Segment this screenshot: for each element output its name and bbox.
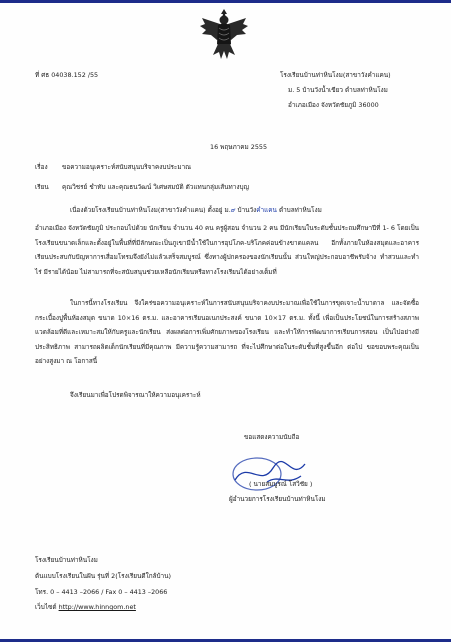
signature-stamp-icon: [227, 452, 327, 496]
address-line-2: อำเภอเมือง จังหวัดชัยภูมิ 36000: [288, 101, 379, 109]
closing-request: จึงเรียนมาเพื่อโปรดพิจารณาให้ความอนุเคราะห์: [70, 391, 201, 399]
closing-phrase: ขอแสดงความนับถือ: [244, 433, 300, 441]
school-name: โรงเรียนบ้านท่าหินโงม(สาขาวังคำแคน): [280, 71, 391, 79]
paragraph-1-first-line: [70, 206, 322, 215]
footer-website-label: เว็บไซต์: [35, 603, 57, 611]
subject-text: ขอความอนุเคราะห์สนับสนุนบริจาคงบประมาณ: [62, 163, 192, 171]
signatory-name: ( นายสมบูรณ์ โสวิชัย ): [249, 480, 313, 488]
footer-project: ต้นแบบโรงเรียนในฝัน รุ่นที่ 2(โรงเรียนดีใกล้บ้าน): [35, 572, 171, 580]
top-border: [0, 0, 451, 3]
website-link[interactable]: http://www.hinngom.net: [58, 603, 136, 611]
p1-part-c: ตำบลท่าหินโงม: [276, 206, 322, 214]
signatory-position: ผู้อำนวยการโรงเรียนบ้านท่าหินโงม: [229, 495, 326, 503]
footer-website: [35, 603, 136, 612]
address-line-1: ม. 5 บ้านวังน้ำเขียว ตำบลท่าหินโงม: [288, 86, 388, 94]
paragraph-1-body: อำเภอเมือง จังหวัดชัยภูมิ ประกอบไปด้วย นักเรียน จำนวน 40 คน ครูผู้สอน จำนวน 2 คน มีนักเรียนในระดับชั้นประถมศึกษาปีที่ 1- 6 โดยเป็นโรงเรียนขนาดเล็กและตั้งอยู่ในพื้นที่ที่มีลักษณะเป็นภูเขามีน้ำใช้ในการอุปโภค-บริโภคค่อนข้างขาดแคลน อีกทั้งภายในห้องสมุดและอาคารเรียนประสบกับปัญหาการเสื่อมโทรมจึงยังไม่แล้วเสร็จสมบูรณ์ ซึ่งทางผู้ปกครองของนักเรียนนั้น ส่วนใหญ่ประกอบอาชีพรับจ้าง ทำสวนและทำไร่ มีรายได้น้อย ไม่สามารถที่จะสนับสนุนช่วยเหลือนักเรียนหรือทางโรงเรียนได้อย่างเต็มที่: [35, 224, 419, 276]
handwritten-village-number: ๙: [230, 206, 236, 214]
salutation-text: คุณวิชรย์ ชำทับ และคุณธนวัฒน์ วิเศษสมบัติ ตัวแทนกลุ่มเส้นทางบุญ: [62, 183, 249, 191]
handwritten-village-name: คำแคน: [256, 206, 277, 214]
body-paragraph-2: ในการนี้ทางโรงเรียน จึงใคร่ขอความอนุเคราะห์ในการสนับสนุนบริจาคงบประมาณเพื่อใช้ในการขุดเจาะน้ำบาดาล และจัดซื้อกระเบื้องปูพื้นห้องสมุด ขนาด 10×16 ตร.ม. และอาคารเรียนอเนกประสงค์ ขนาด 10×17 ตร.ม. ทั้งนี้ เพื่อเป็นประโยชน์ในการสร้างสภาพแวดล้อมที่ดีและเหมาะสมให้กับครูและนักเรียน ส่งผลต่อการเพิ่มศักยภาพของโรงเรียน และทำให้การพัฒนาการเรียนการสอน เป็นไปอย่างมีประสิทธิภาพ สามารถผลิตเด็กนักเรียนที่มีคุณภาพ มีความรู้ความสามารถ ที่จะไปศึกษาต่อในระดับชั้นที่สูงขึ้นอีก ต่อไป ขอขอบพระคุณเป็นอย่างสูงมา ณ โอกาสนี้: [35, 299, 419, 366]
letter-date: 16 พฤษภาคม 2555: [210, 143, 268, 151]
garuda-emblem-icon: [199, 6, 249, 62]
p1-part-a: เนื่องด้วยโรงเรียนบ้านท่าหินโงม(สาขาวังคำแคน) ตั้งอยู่ ม.: [70, 206, 231, 214]
salutation-label: เรียน: [35, 183, 49, 191]
subject-label: เรื่อง: [35, 163, 48, 171]
p1-part-b: บ้านวัง: [235, 206, 257, 214]
reference-number: ที่ ศธ 04038.152 /55: [35, 71, 99, 79]
footer-phone: โทร. 0 – 4413 –2066 / Fax 0 – 4413 –2066: [35, 588, 168, 596]
footer-school-name: โรงเรียนบ้านท่าหินโงม: [35, 556, 98, 564]
